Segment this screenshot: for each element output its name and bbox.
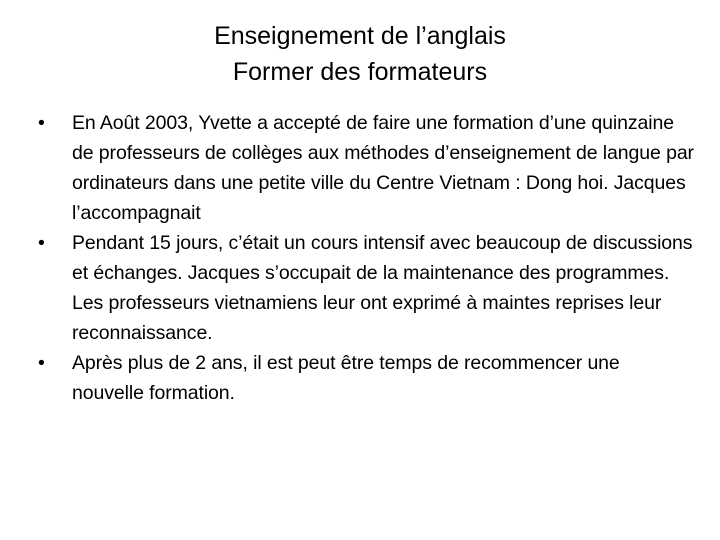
- slide-title-line-1: Enseignement de l’anglais: [214, 22, 506, 50]
- bullet-list: [36, 108, 696, 408]
- bullet-dot-icon: •: [38, 112, 45, 134]
- bullet-dot-icon: •: [38, 352, 45, 374]
- slide-title: [0, 18, 720, 90]
- bullet-item: [36, 108, 696, 228]
- bullet-dot-icon: •: [38, 232, 45, 254]
- bullet-item: [36, 348, 696, 408]
- bullet-item: [36, 228, 696, 348]
- bullet-text: Pendant 15 jours, c’était un cours intensif avec beaucoup de discussions et échanges. Jacques s’occupait de la maintenance des programmes. Les professeurs vietnamiens leur ont exprimé à maintes reprises leur reconnaissance.: [72, 232, 693, 344]
- bullet-text: En Août 2003, Yvette a accepté de faire une formation d’une quinzaine de professeurs de collèges aux méthodes d’enseignement de langue par ordinateurs dans une petite ville du Centre Vietnam : Dong hoi. Jacques l’accompagnait: [72, 112, 694, 224]
- slide-title-line-2: Former des formateurs: [232, 58, 488, 86]
- bullet-text: Après plus de 2 ans, il est peut être temps de recommencer une nouvelle formation.: [72, 352, 620, 404]
